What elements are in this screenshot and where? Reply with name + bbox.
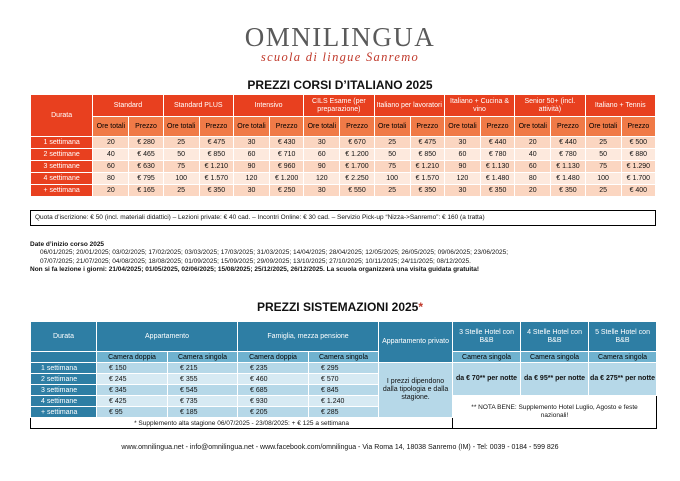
course-row-label: 2 settimane [31,149,93,161]
ore-cell: 20 [93,185,129,197]
price-cell: € 685 [238,385,309,396]
dates-line: 07/07/2025; 21/07/2025; 04/08/2025; 18/08/2025; 01/09/2025; 15/09/2025; 29/09/2025; 13/10/2025; 27/10/2025; 10/11/2025; 24/11/2025; 08/12/2025. [40,257,471,265]
dates-title: Date d’inizio corso 2025 [30,241,105,248]
price-cell: € 245 [97,374,168,385]
ore-cell: 30 [304,137,340,149]
ore-cell: 20 [515,185,551,197]
prezzo-cell: € 1.700 [621,173,655,185]
ore-cell: 25 [163,137,199,149]
prezzo-cell: € 795 [129,173,163,185]
price-cell: € 460 [238,374,309,385]
course-row-label: + settimana [31,185,93,197]
accom-title-text: PREZZI SISTEMAZIONI 2025 [256,300,419,314]
price-cell: € 235 [238,363,309,374]
prezzo-cell: € 850 [199,149,233,161]
price-cell: € 285 [309,407,379,418]
ore-cell: 60 [515,161,551,173]
ore-cell: 60 [233,149,269,161]
accom-title [0,300,680,314]
prezzo-header: Prezzo [129,117,163,137]
prezzo-cell: € 1.200 [270,173,304,185]
accom-row [31,363,657,374]
ore-cell: 75 [374,161,410,173]
ore-cell: 75 [585,161,621,173]
ore-cell: 30 [444,137,480,149]
hotel3-header: 3 Stelle Hotel con B&B [453,322,521,352]
ore-header: Ore totali [233,117,269,137]
singola-header: Camera singola [589,352,657,363]
ore-header: Ore totali [163,117,199,137]
prezzo-cell: € 350 [410,185,444,197]
prezzo-cell: € 250 [270,185,304,197]
ore-cell: 30 [304,185,340,197]
ore-cell: 100 [374,173,410,185]
price-cell: € 295 [309,363,379,374]
accom-row-label: + settimana [31,407,97,418]
logo-title: OMNILINGUA [244,22,436,52]
prezzo-cell: € 1.200 [340,149,374,161]
nota-bene: ** NOTA BENE: Supplemento Hotel Luglio, Agosto e feste nazionali! [453,396,657,429]
ore-cell: 80 [93,173,129,185]
prezzo-cell: € 1.210 [410,161,444,173]
accom-durata-header: Durata [31,322,97,352]
ore-header: Ore totali [93,117,129,137]
doppia-header: Camera doppia [238,352,309,363]
ore-cell: 30 [444,185,480,197]
ore-cell: 50 [585,149,621,161]
prezzo-cell: € 440 [481,137,515,149]
prezzo-header: Prezzo [551,117,585,137]
prezzo-cell: € 430 [270,137,304,149]
prezzo-cell: € 350 [551,185,585,197]
logo-tagline: scuola di lingue Sanremo [260,50,420,64]
course-header: CILS Esame (per preparazione) [304,95,374,117]
prezzo-cell: € 1.210 [199,161,233,173]
accom-title-asterisk: * [418,300,424,314]
ore-cell: 25 [374,185,410,197]
ore-cell: 80 [515,173,551,185]
price-cell: € 185 [168,407,238,418]
prezzo-cell: € 2.250 [340,173,374,185]
price-cell: € 1.240 [309,396,379,407]
prezzo-header: Prezzo [199,117,233,137]
price-cell: € 570 [309,374,379,385]
price-cell: € 345 [97,385,168,396]
price-cell: € 215 [168,363,238,374]
prezzo-cell: € 280 [129,137,163,149]
prezzo-cell: € 550 [340,185,374,197]
singola-header: Camera singola [453,352,521,363]
course-row-label: 3 settimane [31,161,93,173]
prezzo-cell: € 440 [551,137,585,149]
prezzo-cell: € 1.570 [199,173,233,185]
prezzo-header: Prezzo [410,117,444,137]
ore-cell: 60 [93,161,129,173]
prezzo-cell: € 710 [270,149,304,161]
prezzo-cell: € 1.480 [551,173,585,185]
logo [0,24,680,64]
ore-header: Ore totali [585,117,621,137]
accom-row-label: 2 settimane [31,374,97,385]
accom-row-label: 3 settimane [31,385,97,396]
course-row [31,149,656,161]
prezzo-cell: € 1.130 [551,161,585,173]
prezzo-cell: € 630 [129,161,163,173]
ore-cell: 50 [163,149,199,161]
hotel5-header: 5 Stelle Hotel con B&B [589,322,657,352]
singola-header: Camera singola [521,352,589,363]
price-cell: € 95 [97,407,168,418]
ore-cell: 25 [374,137,410,149]
prezzo-cell: € 1.480 [481,173,515,185]
ore-cell: 90 [444,161,480,173]
prezzo-cell: € 350 [481,185,515,197]
course-header: Italiano per lavoratori [374,95,444,117]
prezzo-cell: € 350 [199,185,233,197]
privato-note: I prezzi dipendono dalla tipologia e dalla stagione. [379,363,453,418]
holidays-note: Non si fa lezione i giorni: 21/04/2025; 01/05/2025, 02/06/2025; 15/08/2025; 25/12/2025, 26/12/2025. La scuola organizzerà una visita guidata gratuita! [30,266,480,274]
ore-cell: 25 [585,185,621,197]
dates-line: 06/01/2025; 20/01/2025; 03/02/2025; 17/02/2025; 03/03/2025; 17/03/2025; 31/03/2025; 14/04/2025; 28/04/2025; 12/05/2025; 26/05/2025; 09/06/2025; 23/06/2025; [40,249,509,257]
accom-row-label: 4 settimane [31,396,97,407]
ore-cell: 20 [93,137,129,149]
course-header: Italiano + Cucina & vino [444,95,514,117]
ore-cell: 90 [304,161,340,173]
course-header: Intensivo [233,95,303,117]
ore-header: Ore totali [444,117,480,137]
price-cell: € 845 [309,385,379,396]
price-cell: € 425 [97,396,168,407]
price-cell: € 355 [168,374,238,385]
hotel4-header: 4 Stelle Hotel con B&B [521,322,589,352]
doppia-header: Camera doppia [97,352,168,363]
course-row [31,161,656,173]
accom-durata-spacer [31,352,97,363]
price-cell: € 150 [97,363,168,374]
ore-cell: 120 [444,173,480,185]
accom-row [31,396,657,407]
prezzo-cell: € 850 [410,149,444,161]
ore-cell: 75 [163,161,199,173]
hotel5-price: da € 275** per notte [589,363,657,396]
ore-cell: 25 [585,137,621,149]
course-row [31,173,656,185]
prezzo-cell: € 465 [129,149,163,161]
prezzo-cell: € 475 [199,137,233,149]
prezzo-header: Prezzo [481,117,515,137]
prezzo-cell: € 165 [129,185,163,197]
privato-header: Appartamento privato [379,322,453,363]
prezzo-cell: € 1.130 [481,161,515,173]
singola-header: Camera singola [309,352,379,363]
ore-cell: 60 [444,149,480,161]
supplemento-note: * Supplemento alta stagione 06/07/2025 - 23/08/2025: + € 125 a settimana [31,418,453,429]
singola-header: Camera singola [168,352,238,363]
ore-header: Ore totali [515,117,551,137]
hotel4-price: da € 95** per notte [521,363,589,396]
prezzo-cell: € 1.290 [621,161,655,173]
courses-title: PREZZI CORSI D’ITALIANO 2025 [247,78,433,92]
price-cell: € 930 [238,396,309,407]
ore-cell: 40 [515,149,551,161]
courses-body [31,137,656,197]
prezzo-cell: € 500 [621,137,655,149]
prezzo-cell: € 960 [270,161,304,173]
prezzo-cell: € 880 [621,149,655,161]
course-row-label: 4 settimane [31,173,93,185]
courses-table [30,94,656,197]
prezzo-header: Prezzo [270,117,304,137]
prezzo-cell: € 475 [410,137,444,149]
prezzo-header: Prezzo [621,117,655,137]
course-row [31,137,656,149]
accom-row-label: 1 settimana [31,363,97,374]
course-header: Standard [93,95,163,117]
dates-block [30,241,660,275]
ore-header: Ore totali [304,117,340,137]
ore-header: Ore totali [374,117,410,137]
price-cell: € 735 [168,396,238,407]
prezzo-cell: € 400 [621,185,655,197]
course-row [31,185,656,197]
course-header: Senior 50+ (incl. attività) [515,95,585,117]
prezzo-cell: € 670 [340,137,374,149]
ore-cell: 90 [233,161,269,173]
fees-note: Quota d’iscrizione: € 50 (incl. materiali didattici) – Lezioni private: € 40 cad. – Incontri Online: € 30 cad. – Servizio Pick-up “Nizza->Sanremo”: € 160 (a tratta) [30,210,656,226]
appartamento-header: Appartamento [97,322,238,352]
ore-cell: 40 [93,149,129,161]
accommodation-table [30,321,657,429]
prezzo-cell: € 780 [481,149,515,161]
ore-cell: 30 [233,137,269,149]
ore-cell: 120 [233,173,269,185]
durata-header: Durata [31,95,93,137]
prezzo-cell: € 1.570 [410,173,444,185]
course-header: Standard PLUS [163,95,233,117]
prezzo-cell: € 1.700 [340,161,374,173]
footer-contacts: www.omnilingua.net - info@omnilingua.net - www.facebook.com/omnilingua - Via Roma 14, 18038 Sanremo (IM) - Tel: 0039 - 0184 - 599 826 [121,444,559,451]
ore-cell: 120 [304,173,340,185]
ore-cell: 100 [163,173,199,185]
ore-cell: 50 [374,149,410,161]
price-cell: € 205 [238,407,309,418]
famiglia-header: Famiglia, mezza pensione [238,322,379,352]
price-cell: € 545 [168,385,238,396]
ore-cell: 60 [304,149,340,161]
prezzo-cell: € 780 [551,149,585,161]
ore-cell: 20 [515,137,551,149]
course-row-label: 1 settimana [31,137,93,149]
hotel3-price: da € 70** per notte [453,363,521,396]
ore-cell: 25 [163,185,199,197]
course-header: Italiano + Tennis [585,95,655,117]
ore-cell: 30 [233,185,269,197]
prezzo-header: Prezzo [340,117,374,137]
ore-cell: 100 [585,173,621,185]
